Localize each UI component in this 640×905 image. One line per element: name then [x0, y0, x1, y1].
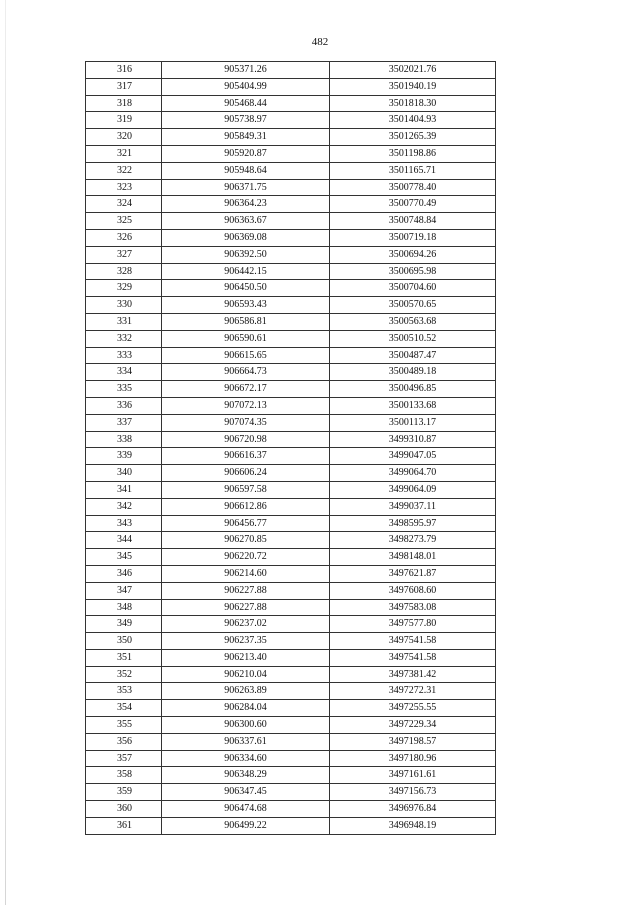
point-number-cell: 317	[86, 78, 162, 95]
y-coordinate-cell: 3500496.85	[330, 381, 496, 398]
table-row	[86, 767, 496, 784]
point-number-cell: 351	[86, 649, 162, 666]
table-row	[86, 364, 496, 381]
point-number-cell: 341	[86, 481, 162, 498]
y-coordinate-cell: 3497229.34	[330, 717, 496, 734]
y-coordinate-cell: 3497198.57	[330, 733, 496, 750]
y-coordinate-cell: 3500704.60	[330, 280, 496, 297]
table-row	[86, 666, 496, 683]
y-coordinate-cell: 3499064.70	[330, 465, 496, 482]
table-row	[86, 565, 496, 582]
table-row	[86, 246, 496, 263]
point-number-cell: 338	[86, 431, 162, 448]
x-coordinate-cell: 906337.61	[162, 733, 330, 750]
point-number-cell: 340	[86, 465, 162, 482]
table-row	[86, 313, 496, 330]
y-coordinate-cell: 3500695.98	[330, 263, 496, 280]
table-row	[86, 532, 496, 549]
point-number-cell: 355	[86, 717, 162, 734]
point-number-cell: 331	[86, 313, 162, 330]
x-coordinate-cell: 906227.88	[162, 582, 330, 599]
y-coordinate-cell: 3500719.18	[330, 229, 496, 246]
y-coordinate-cell: 3497577.80	[330, 616, 496, 633]
x-coordinate-cell: 906284.04	[162, 700, 330, 717]
x-coordinate-cell: 906442.15	[162, 263, 330, 280]
table-row	[86, 717, 496, 734]
x-coordinate-cell: 905920.87	[162, 145, 330, 162]
y-coordinate-cell: 3501165.71	[330, 162, 496, 179]
point-number-cell: 319	[86, 112, 162, 129]
x-coordinate-cell: 906450.50	[162, 280, 330, 297]
point-number-cell: 322	[86, 162, 162, 179]
y-coordinate-cell: 3500570.65	[330, 297, 496, 314]
y-coordinate-cell: 3497161.61	[330, 767, 496, 784]
x-coordinate-cell: 906606.24	[162, 465, 330, 482]
point-number-cell: 342	[86, 498, 162, 515]
table-row	[86, 112, 496, 129]
y-coordinate-cell: 3501404.93	[330, 112, 496, 129]
x-coordinate-cell: 906369.08	[162, 229, 330, 246]
table-row	[86, 465, 496, 482]
x-coordinate-cell: 906363.67	[162, 213, 330, 230]
y-coordinate-cell: 3501940.19	[330, 78, 496, 95]
x-coordinate-cell: 906270.85	[162, 532, 330, 549]
y-coordinate-cell: 3499310.87	[330, 431, 496, 448]
y-coordinate-cell: 3498148.01	[330, 549, 496, 566]
point-number-cell: 344	[86, 532, 162, 549]
table-row	[86, 649, 496, 666]
point-number-cell: 323	[86, 179, 162, 196]
point-number-cell: 359	[86, 784, 162, 801]
table-row	[86, 733, 496, 750]
x-coordinate-cell: 906300.60	[162, 717, 330, 734]
table-row	[86, 381, 496, 398]
point-number-cell: 346	[86, 565, 162, 582]
table-row	[86, 162, 496, 179]
x-coordinate-cell: 906371.75	[162, 179, 330, 196]
x-coordinate-cell: 906616.37	[162, 448, 330, 465]
y-coordinate-cell: 3498273.79	[330, 532, 496, 549]
x-coordinate-cell: 906347.45	[162, 784, 330, 801]
x-coordinate-cell: 906263.89	[162, 683, 330, 700]
y-coordinate-cell: 3500113.17	[330, 414, 496, 431]
point-number-cell: 356	[86, 733, 162, 750]
x-coordinate-cell: 907072.13	[162, 397, 330, 414]
y-coordinate-cell: 3499047.05	[330, 448, 496, 465]
table-row	[86, 582, 496, 599]
y-coordinate-cell: 3496948.19	[330, 817, 496, 834]
point-number-cell: 332	[86, 330, 162, 347]
table-row	[86, 229, 496, 246]
table-row	[86, 280, 496, 297]
point-number-cell: 350	[86, 633, 162, 650]
point-number-cell: 329	[86, 280, 162, 297]
point-number-cell: 343	[86, 515, 162, 532]
y-coordinate-cell: 3501265.39	[330, 129, 496, 146]
x-coordinate-cell: 906456.77	[162, 515, 330, 532]
point-number-cell: 352	[86, 666, 162, 683]
point-number-cell: 324	[86, 196, 162, 213]
x-coordinate-cell: 906220.72	[162, 549, 330, 566]
table-row	[86, 78, 496, 95]
x-coordinate-cell: 905738.97	[162, 112, 330, 129]
y-coordinate-cell: 3500510.52	[330, 330, 496, 347]
x-coordinate-cell: 906334.60	[162, 750, 330, 767]
y-coordinate-cell: 3501818.30	[330, 95, 496, 112]
y-coordinate-cell: 3497156.73	[330, 784, 496, 801]
table-row	[86, 213, 496, 230]
x-coordinate-cell: 907074.35	[162, 414, 330, 431]
y-coordinate-cell: 3499064.09	[330, 481, 496, 498]
table-row	[86, 599, 496, 616]
table-row	[86, 515, 496, 532]
table-row	[86, 549, 496, 566]
x-coordinate-cell: 905371.26	[162, 62, 330, 79]
x-coordinate-cell: 906586.81	[162, 313, 330, 330]
table-row	[86, 179, 496, 196]
point-number-cell: 316	[86, 62, 162, 79]
table-row	[86, 414, 496, 431]
point-number-cell: 361	[86, 817, 162, 834]
x-coordinate-cell: 906210.04	[162, 666, 330, 683]
y-coordinate-cell: 3496976.84	[330, 801, 496, 818]
table-row	[86, 801, 496, 818]
y-coordinate-cell: 3502021.76	[330, 62, 496, 79]
point-number-cell: 335	[86, 381, 162, 398]
point-number-cell: 325	[86, 213, 162, 230]
table-row	[86, 347, 496, 364]
x-coordinate-cell: 906364.23	[162, 196, 330, 213]
point-number-cell: 345	[86, 549, 162, 566]
x-coordinate-cell: 906615.65	[162, 347, 330, 364]
y-coordinate-cell: 3501198.86	[330, 145, 496, 162]
table-row	[86, 784, 496, 801]
x-coordinate-cell: 905948.64	[162, 162, 330, 179]
y-coordinate-cell: 3497608.60	[330, 582, 496, 599]
x-coordinate-cell: 905468.44	[162, 95, 330, 112]
x-coordinate-cell: 905404.99	[162, 78, 330, 95]
table-row	[86, 129, 496, 146]
scan-edge	[5, 0, 6, 905]
table-row	[86, 263, 496, 280]
point-number-cell: 328	[86, 263, 162, 280]
x-coordinate-cell: 906612.86	[162, 498, 330, 515]
table-row	[86, 683, 496, 700]
x-coordinate-cell: 906499.22	[162, 817, 330, 834]
table-row	[86, 62, 496, 79]
y-coordinate-cell: 3497621.87	[330, 565, 496, 582]
table-row	[86, 750, 496, 767]
point-number-cell: 327	[86, 246, 162, 263]
point-number-cell: 337	[86, 414, 162, 431]
x-coordinate-cell: 906213.40	[162, 649, 330, 666]
x-coordinate-cell: 906593.43	[162, 297, 330, 314]
x-coordinate-cell: 906474.68	[162, 801, 330, 818]
y-coordinate-cell: 3497180.96	[330, 750, 496, 767]
point-number-cell: 349	[86, 616, 162, 633]
table-row	[86, 817, 496, 834]
y-coordinate-cell: 3497583.08	[330, 599, 496, 616]
x-coordinate-cell: 906392.50	[162, 246, 330, 263]
coordinate-table	[85, 61, 496, 835]
point-number-cell: 348	[86, 599, 162, 616]
point-number-cell: 326	[86, 229, 162, 246]
y-coordinate-cell: 3497272.31	[330, 683, 496, 700]
x-coordinate-cell: 906214.60	[162, 565, 330, 582]
x-coordinate-cell: 906227.88	[162, 599, 330, 616]
x-coordinate-cell: 906720.98	[162, 431, 330, 448]
coordinate-table-body	[86, 62, 496, 835]
table-row	[86, 196, 496, 213]
y-coordinate-cell: 3497541.58	[330, 649, 496, 666]
y-coordinate-cell: 3500778.40	[330, 179, 496, 196]
table-row	[86, 498, 496, 515]
page-number: 482	[311, 36, 329, 48]
table-row	[86, 481, 496, 498]
point-number-cell: 321	[86, 145, 162, 162]
x-coordinate-cell: 906672.17	[162, 381, 330, 398]
y-coordinate-cell: 3499037.11	[330, 498, 496, 515]
point-number-cell: 354	[86, 700, 162, 717]
point-number-cell: 334	[86, 364, 162, 381]
point-number-cell: 360	[86, 801, 162, 818]
point-number-cell: 333	[86, 347, 162, 364]
y-coordinate-cell: 3500133.68	[330, 397, 496, 414]
point-number-cell: 320	[86, 129, 162, 146]
table-row	[86, 431, 496, 448]
table-row	[86, 95, 496, 112]
x-coordinate-cell: 906597.58	[162, 481, 330, 498]
point-number-cell: 336	[86, 397, 162, 414]
table-row	[86, 616, 496, 633]
y-coordinate-cell: 3500694.26	[330, 246, 496, 263]
point-number-cell: 353	[86, 683, 162, 700]
point-number-cell: 330	[86, 297, 162, 314]
table-row	[86, 145, 496, 162]
point-number-cell: 347	[86, 582, 162, 599]
y-coordinate-cell: 3497255.55	[330, 700, 496, 717]
x-coordinate-cell: 906237.35	[162, 633, 330, 650]
point-number-cell: 339	[86, 448, 162, 465]
y-coordinate-cell: 3497381.42	[330, 666, 496, 683]
table-row	[86, 633, 496, 650]
table-row	[86, 297, 496, 314]
table-row	[86, 700, 496, 717]
y-coordinate-cell: 3500563.68	[330, 313, 496, 330]
x-coordinate-cell: 906237.02	[162, 616, 330, 633]
x-coordinate-cell: 906664.73	[162, 364, 330, 381]
x-coordinate-cell: 906348.29	[162, 767, 330, 784]
table-row	[86, 397, 496, 414]
table-row	[86, 330, 496, 347]
y-coordinate-cell: 3498595.97	[330, 515, 496, 532]
y-coordinate-cell: 3500487.47	[330, 347, 496, 364]
table-row	[86, 448, 496, 465]
y-coordinate-cell: 3497541.58	[330, 633, 496, 650]
x-coordinate-cell: 905849.31	[162, 129, 330, 146]
x-coordinate-cell: 906590.61	[162, 330, 330, 347]
y-coordinate-cell: 3500770.49	[330, 196, 496, 213]
point-number-cell: 358	[86, 767, 162, 784]
y-coordinate-cell: 3500748.84	[330, 213, 496, 230]
y-coordinate-cell: 3500489.18	[330, 364, 496, 381]
point-number-cell: 357	[86, 750, 162, 767]
point-number-cell: 318	[86, 95, 162, 112]
